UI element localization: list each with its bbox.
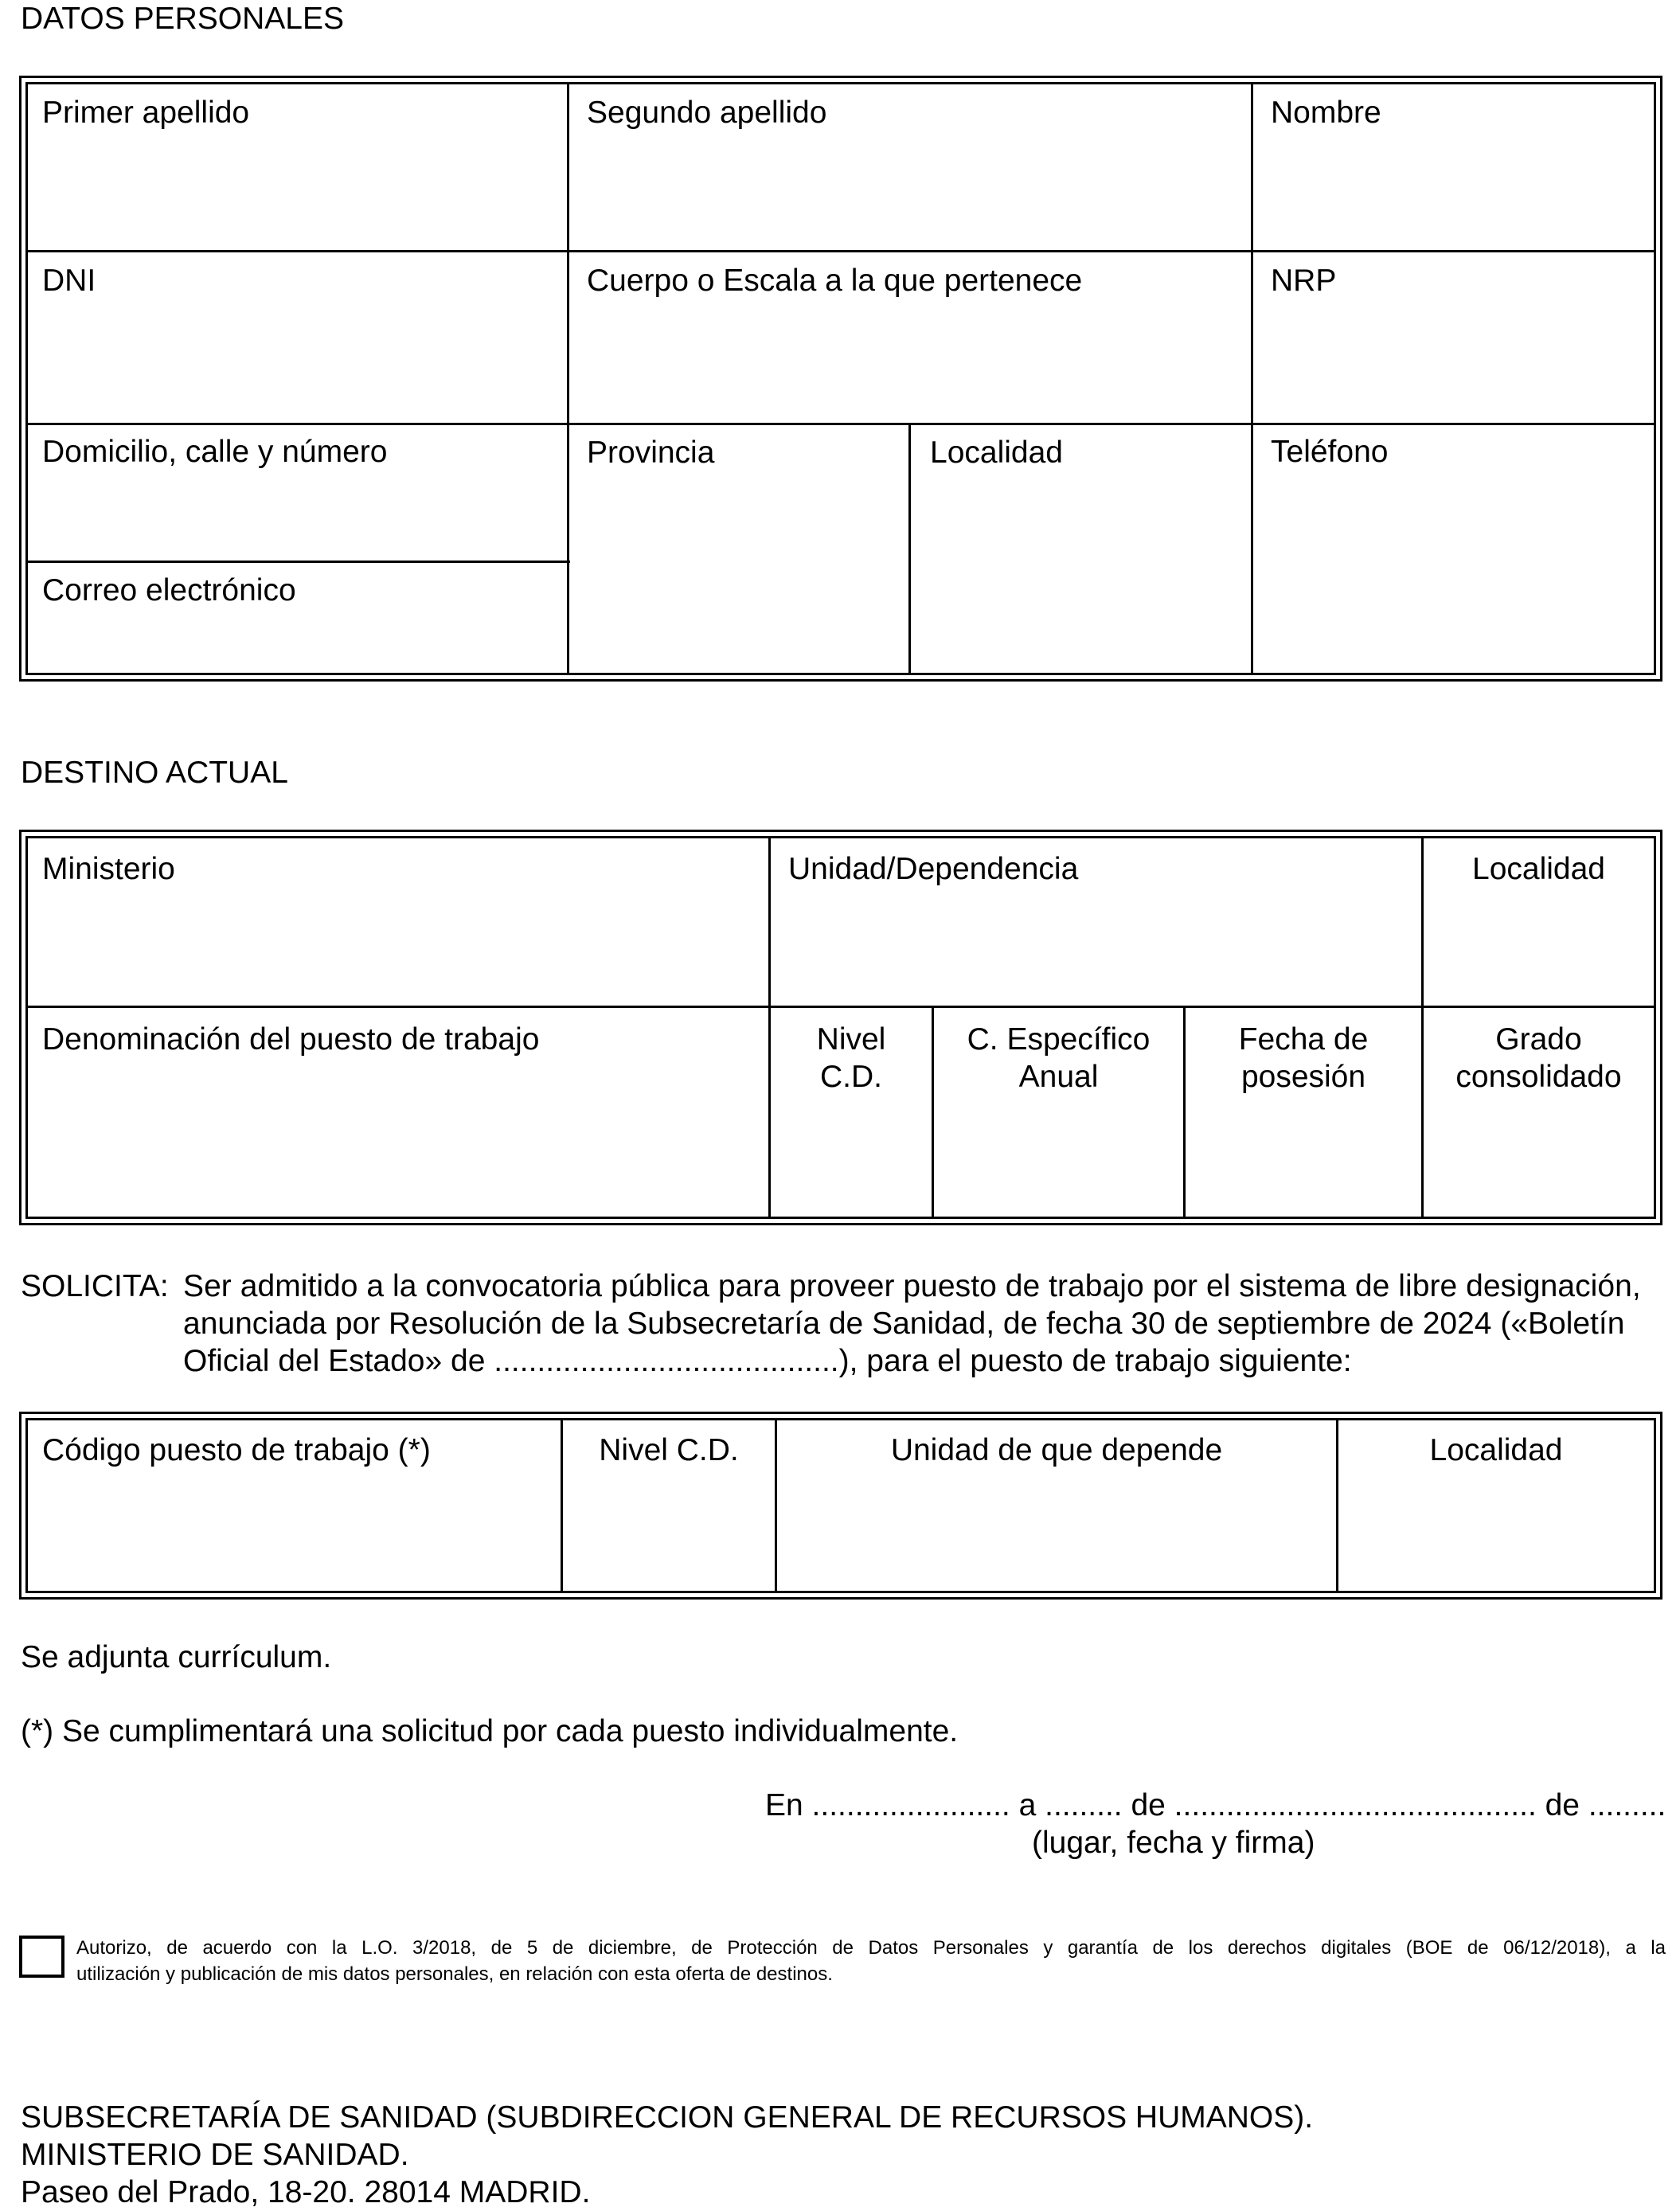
solicita-line-2: anunciada por Resolución de la Subsecretaría de Sanidad, de fecha 30 de septiembre de 2024 («Boletín bbox=[183, 1307, 1625, 1341]
autorizo-line-2: utilización y publicación de mis datos personales, en relación con esta oferta de destinos. bbox=[76, 1963, 833, 1985]
localidad-solicitada-field[interactable] bbox=[1338, 1420, 1654, 1593]
localidad-label: Localidad bbox=[930, 436, 1063, 470]
provincia-label: Provincia bbox=[587, 436, 715, 470]
nrp-label: NRP bbox=[1271, 264, 1337, 298]
denominacion-label: Denominación del puesto de trabajo bbox=[42, 1022, 540, 1057]
cuerpo-escala-label: Cuerpo o Escala a la que pertenece bbox=[587, 264, 1083, 298]
curriculum-note: Se adjunta currículum. bbox=[21, 1640, 332, 1674]
grado-consolidado-field[interactable] bbox=[1424, 1008, 1654, 1219]
grado-consolidado-label-2: consolidado bbox=[1455, 1060, 1622, 1094]
nivel-cd-field[interactable] bbox=[771, 1008, 932, 1219]
fecha-posesion-field[interactable] bbox=[1186, 1008, 1421, 1219]
localidad-destino-field[interactable] bbox=[1424, 838, 1654, 1006]
ministerio-field[interactable] bbox=[28, 838, 768, 1006]
domicilio-field[interactable] bbox=[28, 425, 567, 561]
grado-consolidado-label-1: Grado bbox=[1495, 1022, 1582, 1057]
nrp-field[interactable] bbox=[1253, 252, 1654, 423]
autorizo-checkbox[interactable] bbox=[19, 1936, 64, 1978]
ministerio-label: Ministerio bbox=[42, 852, 175, 886]
destino-actual-heading: DESTINO ACTUAL bbox=[21, 756, 288, 790]
primer-apellido-field[interactable] bbox=[28, 84, 567, 250]
nivel-cd-label-2: C.D. bbox=[820, 1060, 882, 1094]
correo-field[interactable] bbox=[28, 563, 567, 675]
autorizo-line-1: Autorizo, de acuerdo con la L.O. 3/2018, de 5 de diciembre, de Protección de Datos Personales y garantía de los derechos digitales (BOE de 06/12/2018), a la bbox=[76, 1937, 1666, 1959]
fecha-posesion-label-1: Fecha de bbox=[1238, 1022, 1369, 1057]
especifico-label-2: Anual bbox=[1018, 1060, 1099, 1094]
segundo-apellido-label: Segundo apellido bbox=[587, 96, 827, 130]
fecha-posesion-label-2: posesión bbox=[1240, 1060, 1366, 1094]
solicita-line-3: Oficial del Estado» de ........................................), para el puesto de trabajo siguiente: bbox=[183, 1344, 1352, 1378]
destinatario-line-1: SUBSECRETARÍA DE SANIDAD (SUBDIRECCION GENERAL DE RECURSOS HUMANOS). bbox=[21, 2100, 1314, 2135]
cuerpo-escala-field[interactable] bbox=[569, 252, 1251, 423]
nivel-cd-solicitado-field[interactable] bbox=[563, 1420, 775, 1593]
unidad-dependencia-field[interactable] bbox=[771, 838, 1421, 1006]
nombre-field[interactable] bbox=[1253, 84, 1654, 250]
unidad-depende-label: Unidad de que depende bbox=[890, 1433, 1223, 1467]
telefono-field[interactable] bbox=[1253, 425, 1654, 675]
telefono-label: Teléfono bbox=[1271, 435, 1389, 469]
destinatario-line-3: Paseo del Prado, 18-20. 28014 MADRID. bbox=[21, 2175, 591, 2209]
unidad-dependencia-label: Unidad/Dependencia bbox=[788, 852, 1079, 886]
datos-personales-heading: DATOS PERSONALES bbox=[21, 2, 345, 36]
domicilio-label: Domicilio, calle y número bbox=[42, 435, 388, 469]
localidad-field[interactable] bbox=[911, 425, 1251, 675]
asterisco-note: (*) Se cumplimentará una solicitud por cada puesto individualmente. bbox=[21, 1714, 959, 1748]
nombre-label: Nombre bbox=[1271, 96, 1381, 130]
codigo-puesto-field[interactable] bbox=[28, 1420, 561, 1593]
destinatario-line-2: MINISTERIO DE SANIDAD. bbox=[21, 2138, 409, 2172]
correo-label: Correo electrónico bbox=[42, 573, 296, 607]
firma-caption: (lugar, fecha y firma) bbox=[1032, 1826, 1315, 1860]
firma-line: En ....................... a ......... de .......................................... de ......... bbox=[765, 1788, 1666, 1822]
dni-field[interactable] bbox=[28, 252, 567, 423]
provincia-field[interactable] bbox=[569, 425, 908, 675]
segundo-apellido-field[interactable] bbox=[569, 84, 1251, 250]
denominacion-field[interactable] bbox=[28, 1008, 768, 1219]
nivel-cd-solicitado-label: Nivel C.D. bbox=[599, 1433, 739, 1467]
solicita-line-1: Ser admitido a la convocatoria pública para proveer puesto de trabajo por el sistema de libre designación, bbox=[183, 1269, 1641, 1303]
codigo-puesto-label: Código puesto de trabajo (*) bbox=[42, 1433, 431, 1467]
unidad-depende-field[interactable] bbox=[777, 1420, 1336, 1593]
primer-apellido-label: Primer apellido bbox=[42, 96, 250, 130]
solicita-label: SOLICITA: bbox=[21, 1269, 169, 1303]
especifico-label-1: C. Específico bbox=[967, 1022, 1151, 1057]
especifico-field[interactable] bbox=[934, 1008, 1183, 1219]
dni-label: DNI bbox=[42, 264, 96, 298]
localidad-destino-label: Localidad bbox=[1472, 852, 1605, 886]
localidad-solicitada-label: Localidad bbox=[1429, 1433, 1563, 1467]
nivel-cd-label-1: Nivel bbox=[816, 1022, 886, 1057]
